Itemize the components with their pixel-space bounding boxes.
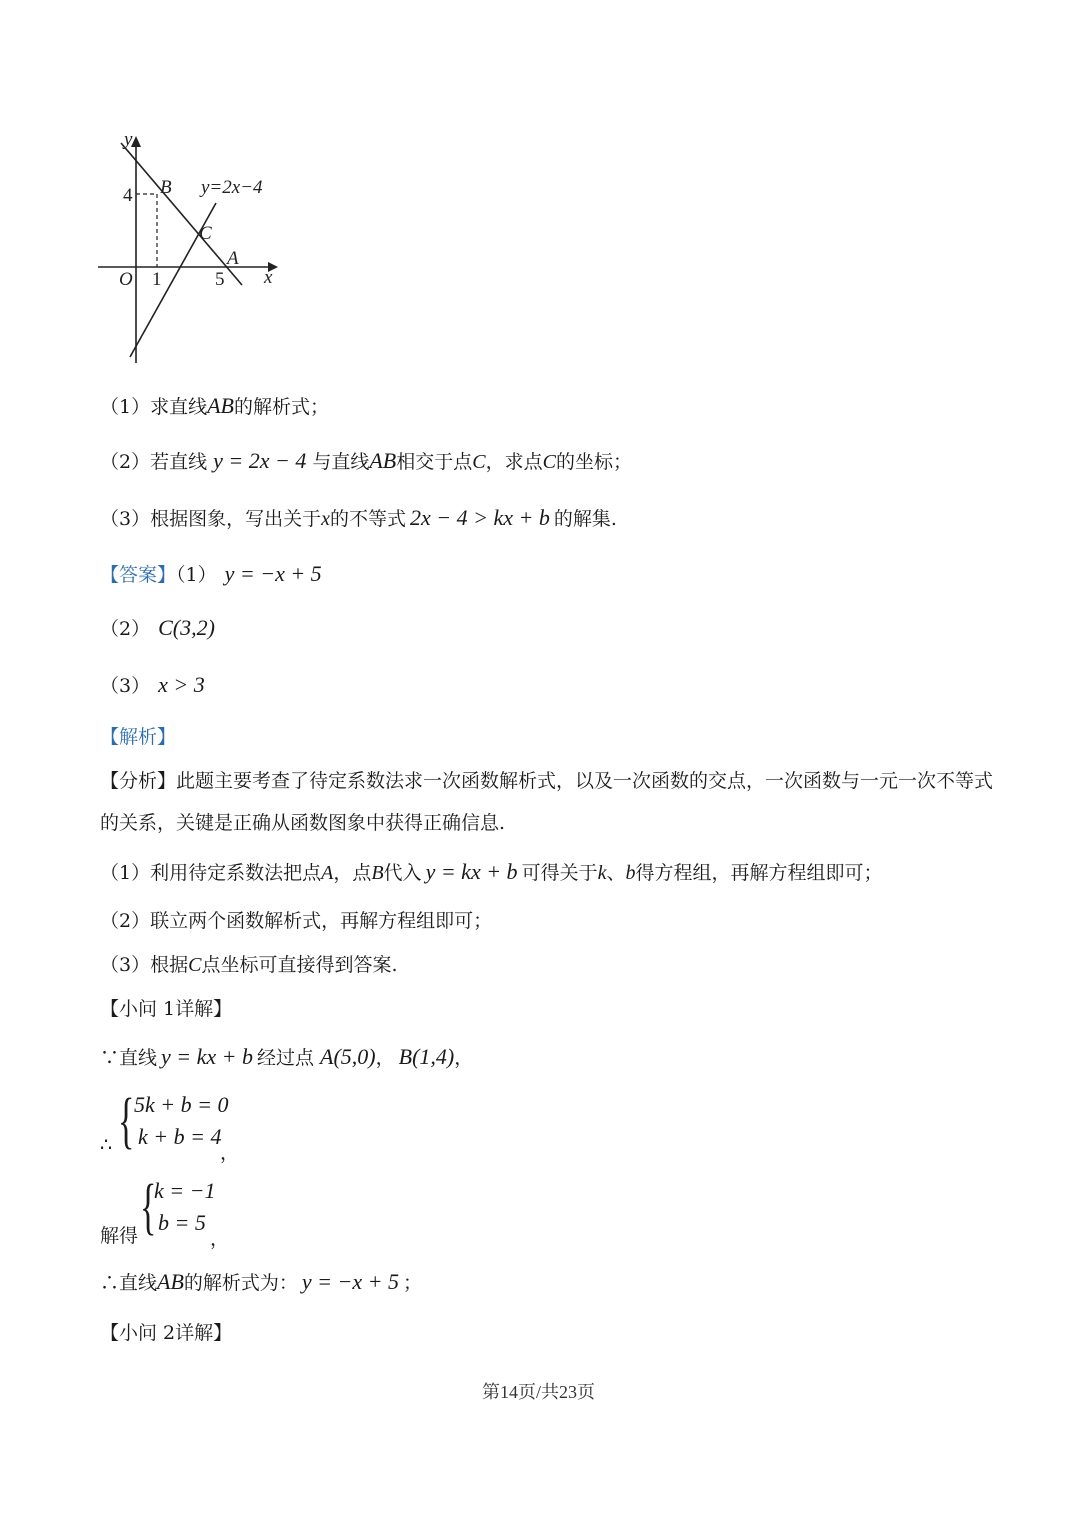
answer-1-value: y = −x + 5 xyxy=(224,561,322,586)
detail-1-conclusion xyxy=(100,1268,422,1295)
system-1-line-1: 5k + b = 0 xyxy=(134,1092,229,1117)
analysis-para-line2: 的关系，关键是正确从函数图象中获得正确信息. xyxy=(100,812,506,834)
p3-prefix: （3）根据 xyxy=(100,954,189,976)
system-2-brace: { xyxy=(140,1173,157,1241)
q2-prefix: （2）若直线 xyxy=(100,451,208,473)
p1-prefix: （1）利用待定系数法把点 xyxy=(100,862,322,884)
tick-label-5: 5 xyxy=(215,269,225,290)
solve-text: 解得 xyxy=(100,1225,139,1247)
q2-ab: AB xyxy=(369,448,397,473)
q3-suffix: 的解集. xyxy=(553,508,617,530)
question-1 xyxy=(100,392,329,419)
comma-4: ， xyxy=(210,1228,230,1250)
p1-b2: b xyxy=(625,862,636,884)
p1-mid: ，点 xyxy=(333,862,372,884)
concl-mid: 的解析式为： xyxy=(183,1272,298,1294)
given-equation: y = kx + b xyxy=(161,1044,254,1069)
passes-text: 经过点 xyxy=(257,1047,315,1069)
q3-mid: 的不等式 xyxy=(329,508,406,530)
detail-1-heading: 【小问 1详解】 xyxy=(100,998,233,1020)
page-footer: 第14页/共23页 xyxy=(482,1382,596,1402)
point-a-label: A xyxy=(227,248,239,269)
q2-c2: C xyxy=(542,451,556,473)
p1-k: k xyxy=(597,862,607,884)
q1-prefix: （1）求直线 xyxy=(100,396,208,418)
p1-mid3: 可得关于 xyxy=(521,862,598,884)
analysis-step-3 xyxy=(100,950,397,977)
answer-3-value: x > 3 xyxy=(158,672,205,697)
concl-prefix: ∴直线 xyxy=(100,1272,158,1294)
system-2-line-1: k = −1 xyxy=(154,1178,216,1203)
q2-mid2: 相交于点 xyxy=(396,451,473,473)
q2-suffix: 的坐标； xyxy=(555,451,632,473)
q2-mid: 与直线 xyxy=(312,451,370,473)
q3-x: x xyxy=(321,508,330,530)
p1-mid2: 代入 xyxy=(383,862,422,884)
y-axis-label: y xyxy=(124,129,133,150)
answer-2-num: （2） xyxy=(100,618,151,640)
answer-label: 【答案】 xyxy=(100,564,177,586)
answer-2-value: C(3,2) xyxy=(158,615,215,640)
detail-1-given xyxy=(100,1043,473,1070)
p1-a: A xyxy=(321,862,334,884)
x-axis-label: x xyxy=(264,267,273,288)
p3-c: C xyxy=(188,954,202,976)
q2-mid3: ，求点 xyxy=(485,451,543,473)
analysis-step-1 xyxy=(100,858,883,885)
question-3 xyxy=(100,504,617,531)
point-b-label: B xyxy=(160,177,172,198)
function-graph-figure xyxy=(90,125,290,370)
q3-inequality: 2x − 4 > kx + b xyxy=(410,505,550,530)
question-2 xyxy=(100,447,632,474)
p1-b: B xyxy=(371,862,384,884)
because-text: ∵直线 xyxy=(100,1047,158,1069)
analysis-label: 【解析】 xyxy=(100,726,177,748)
p1-equation: y = kx + b xyxy=(425,859,518,884)
q1-ab: AB xyxy=(207,393,234,418)
q1-suffix: 的解析式； xyxy=(233,396,329,418)
comma-3: ， xyxy=(220,1142,240,1164)
analysis-step-2: （2）联立两个函数解析式，再解方程组即可； xyxy=(100,910,493,932)
p1-sep: 、 xyxy=(606,862,626,884)
detail-2-heading: 【小问 2详解】 xyxy=(100,1322,233,1344)
line-equation-label: y=2x−4 xyxy=(201,177,263,198)
point-c-label: C xyxy=(199,223,212,244)
concl-equation: y = −x + 5 xyxy=(301,1269,399,1294)
p1-suffix: 得方程组，再解方程组即可； xyxy=(635,862,883,884)
p3-suffix: 点坐标可直接得到答案. xyxy=(201,954,398,976)
answer-1-num: （1） xyxy=(176,564,217,586)
q2-equation: y = 2x − 4 xyxy=(213,448,307,473)
analysis-para-line1: 【分析】此题主要考查了待定系数法求一次函数解析式，以及一次函数的交点，一次函数与一元一次不等式 xyxy=(100,770,994,792)
comma-1: ， xyxy=(375,1047,395,1069)
concl-ab: AB xyxy=(157,1269,184,1294)
point-b-coord: B(1,4) xyxy=(398,1044,455,1069)
q3-prefix: （3）根据图象，写出关于 xyxy=(100,508,322,530)
answer-3 xyxy=(100,671,205,698)
tick-label-1: 1 xyxy=(152,269,162,290)
answer-2 xyxy=(100,614,215,641)
therefore-1: ∴ xyxy=(100,1134,113,1156)
point-a-coord: A(5,0) xyxy=(320,1044,376,1069)
answer-1 xyxy=(100,560,322,587)
answer-3-num: （3） xyxy=(100,675,151,697)
origin-label: O xyxy=(119,269,133,290)
comma-2: ， xyxy=(454,1047,474,1069)
system-2-line-2: b = 5 xyxy=(158,1210,206,1235)
concl-end: ； xyxy=(403,1272,423,1294)
system-1-line-2: k + b = 4 xyxy=(138,1124,222,1149)
q2-c1: C xyxy=(472,451,486,473)
tick-label-4: 4 xyxy=(123,185,133,206)
system-1-brace: { xyxy=(118,1087,135,1155)
y-axis-arrow xyxy=(131,136,141,147)
